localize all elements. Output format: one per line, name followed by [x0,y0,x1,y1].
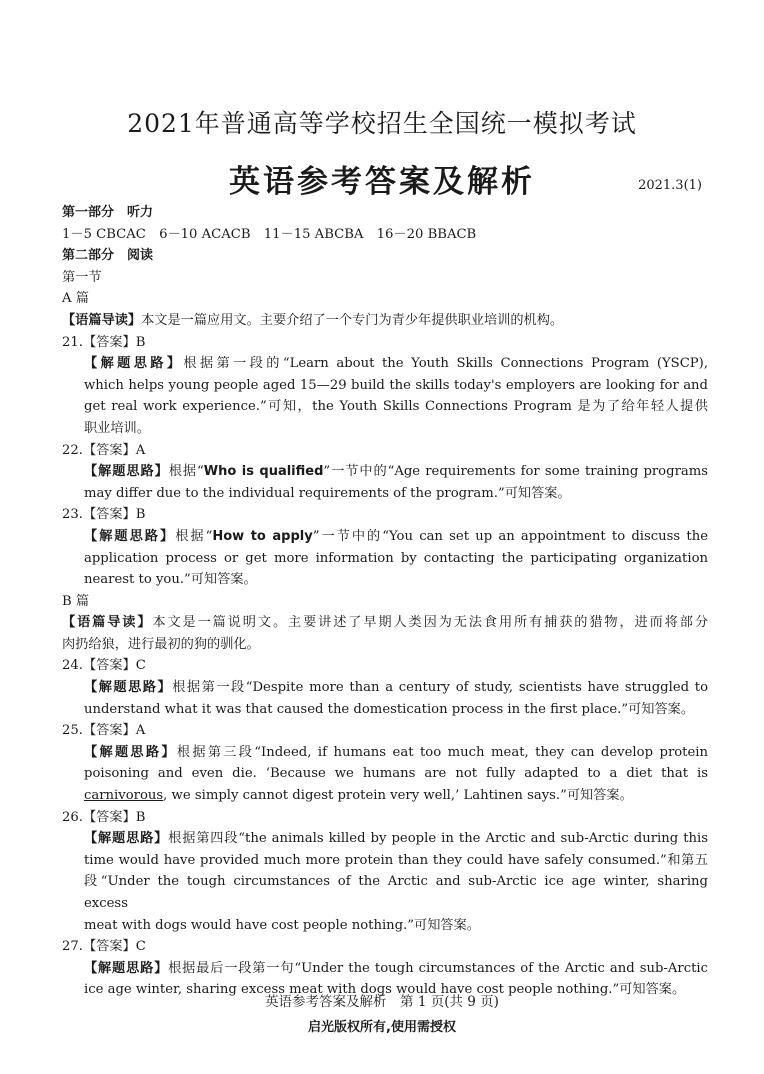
document-title: 英语参考答案及解析 [229,164,535,200]
part1-heading: 第一部分 听力 [62,205,154,220]
answer-content [62,202,708,1001]
q21-analysis-line: which helps young people aged 15—29 build the skills today's employers are looking for and [84,377,708,393]
q23-answer: 23.【答案】B [62,507,146,523]
analysis-text: 根据第一段“Despite more than a century of study, scientists have struggled to [172,680,709,696]
q21-analysis-line: 职业培训。 [84,420,150,436]
analysis-tag: 【解题思路】 [84,831,169,847]
passage-b-label: B 篇 [62,593,90,609]
analysis-text: 根据“ [175,528,213,544]
guide-text: 本文是一篇说明文。主要讲述了早期人类因为无法食用所有捕获的猎物，进而将部分 [152,615,709,631]
analysis-text: 根据第一段的“Learn about the Youth Skills Connections Program (YSCP), [183,356,709,372]
analysis-text: ”一节中的“Age requirements for some training programs [323,464,709,480]
q24-analysis-line [62,677,708,699]
q22-answer: 22.【答案】A [62,442,146,458]
q26-analysis-line: 段“Under the tough circumstances of the Arctic and sub-Arctic ice age winter, sharing excess [84,874,708,911]
analysis-text: , we simply cannot digest protein very well,’ Lahtinen says.”可知答案。 [163,788,633,804]
guide-tag: 【语篇导读】 [62,312,142,328]
underlined-word: carnivorous [84,788,164,804]
q25-answer: 25.【答案】A [62,723,146,739]
analysis-text: 根据第三段“Indeed, if humans eat too much meat, they can develop protein [176,744,708,760]
document-date: 2021.3(1) [638,178,702,193]
q23-analysis-line: nearest to you.”可知答案。 [84,572,257,588]
q22-analysis-line [62,461,708,483]
analysis-tag: 【解题思路】 [84,744,177,760]
q26-analysis-line [62,828,708,850]
q27-analysis-line [62,958,708,980]
q27-answer: 27.【答案】C [62,939,146,955]
analysis-tag: 【解题思路】 [84,528,176,544]
analysis-text: 根据最后一段第一句“Under the tough circumstances of the Arctic and sub-Arctic [168,960,708,976]
section-name: Who is qualified [203,464,324,480]
page-footer: 英语参考答案及解析 第 1 页(共 9 页) [265,994,499,1010]
analysis-tag: 【解题思路】 [84,356,184,372]
listening-answers: 1－5 CBCAC 6－10 ACACB 11－15 ABCBA 16－20 BBACB [62,226,477,242]
q21-answer: 21.【答案】B [62,334,146,350]
q24-analysis-line: understand what it was that caused the domestication process in the first place.”可知答案。 [84,701,695,717]
q25-analysis-line [62,742,708,764]
q23-analysis-line [62,526,708,548]
analysis-tag: 【解题思路】 [84,680,173,696]
guide-text: 本文是一篇应用文。主要介绍了一个专门为青少年提供职业培训的机构。 [141,312,564,328]
q25-analysis-line: poisoning and even die. ‘Because we humans are not fully adapted to a diet that is [84,766,708,782]
analysis-text: 根据“ [168,464,204,480]
section-label: 第一节 [62,269,102,285]
q27-analysis-line: ice age winter, sharing excess meat with dogs would have cost people nothing.”可知答案。 [84,982,686,998]
analysis-tag: 【解题思路】 [84,960,169,976]
q26-analysis-line: meat with dogs would have cost people nothing.”可知答案。 [84,917,480,933]
passage-b-guide [62,612,708,634]
q23-analysis-line: application process or get more information by contacting the participating organization [84,550,708,566]
analysis-text: ”一节中的“You can set up an appointment to discuss the [312,528,708,544]
passage-a-guide [62,310,708,332]
section-name: How to apply [212,528,313,544]
q22-analysis-line: may differ due to the individual requirements of the program.”可知答案。 [84,485,571,501]
analysis-tag: 【解题思路】 [84,464,169,480]
guide-tag: 【语篇导读】 [62,615,153,631]
passage-a-label: A 篇 [62,291,89,307]
q25-analysis-line [62,785,708,807]
q26-answer: 26.【答案】B [62,809,146,825]
analysis-text: 根据第四段“the animals killed by people in the Arctic and sub-Arctic during this [168,831,709,847]
q24-answer: 24.【答案】C [62,658,146,674]
exam-title: 2021年普通高等学校招生全国统一模拟考试 [127,109,637,138]
passage-b-guide-cont: 肉扔给狼，进行最初的狗的驯化。 [62,636,260,652]
part2-heading: 第二部分 阅读 [62,248,154,264]
q21-analysis-line [62,353,708,375]
q26-analysis-line: time would have provided much more protein than they could have safely consumed.”和第五 [84,852,708,868]
q21-analysis-line: get real work experience.”可知，the Youth Skills Connections Program 是为了给年轻人提供 [84,399,708,415]
copyright-notice: 启光版权所有,使用需授权 [308,1020,456,1035]
